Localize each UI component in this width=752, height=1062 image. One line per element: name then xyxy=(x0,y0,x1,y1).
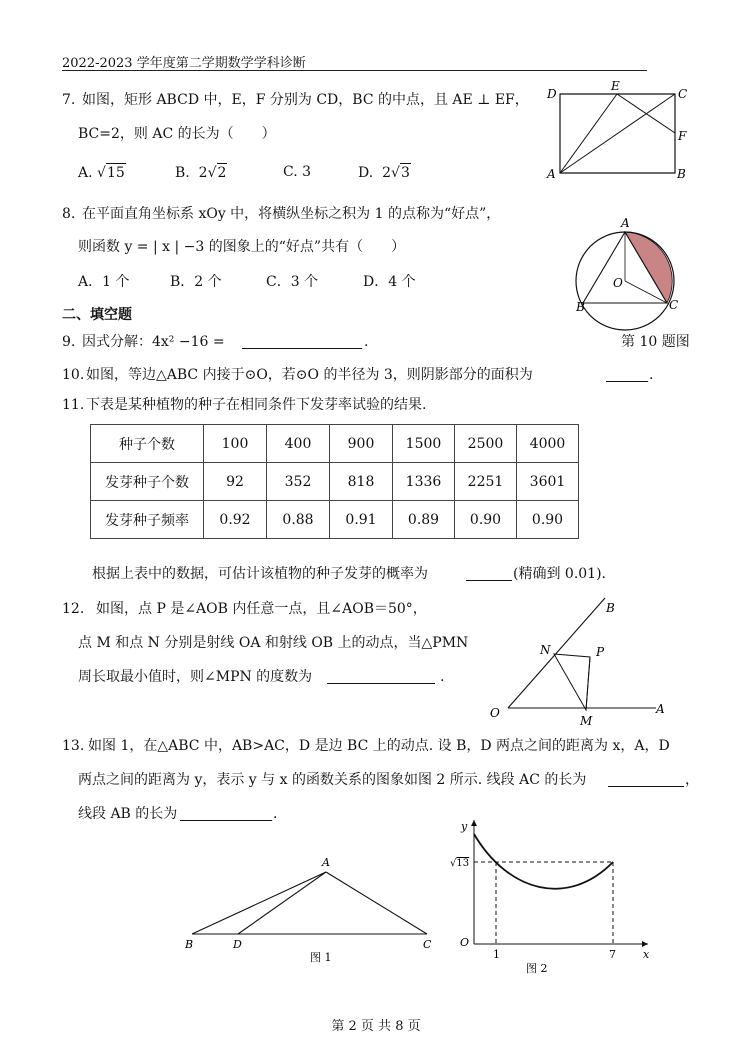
q13-fig2-y-label: y xyxy=(461,820,468,833)
q12-label-m: M xyxy=(580,714,593,728)
table-row xyxy=(91,463,579,501)
q10-text: 如图，等边△ABC 内接于⊙O，若⊙O 的半径为 3，则阴影部分的面积为 xyxy=(86,367,533,383)
q7-option-b: B. 2√2 xyxy=(175,165,227,181)
q13-fig1-caption: 图 1 xyxy=(310,951,332,964)
q12-label-n: N xyxy=(540,643,551,657)
q13-line3-end: . xyxy=(273,806,278,822)
page-header-title: 2022-2023 学年度第二学期数学学科诊断 xyxy=(62,56,306,71)
table-cell: 400 xyxy=(267,425,330,463)
table-cell: 1500 xyxy=(393,425,455,463)
table-cell: 900 xyxy=(330,425,393,463)
q10-label-c: C xyxy=(669,298,679,312)
q12-line2: 点 M 和点 N 分别是射线 OA 和射线 OB 上的动点，当△PMN xyxy=(78,635,469,651)
q7-label-f: F xyxy=(678,129,687,143)
q9-end: . xyxy=(364,334,369,350)
table-row xyxy=(91,425,579,463)
q12-angle-figure xyxy=(486,592,686,732)
q7-option-a: A. √15 xyxy=(78,165,125,181)
header-rule xyxy=(62,70,647,71)
q13-fig2-tick-7: 7 xyxy=(609,948,616,961)
q9-answer-blank[interactable] xyxy=(242,334,362,349)
q11-after-text: 根据上表中的数据，可估计该植物的种子发芽的概率为 xyxy=(92,566,428,582)
q7-line1: 如图，矩形 ABCD 中，E，F 分别为 CD，BC 的中点，且 AE ⊥ EF， xyxy=(82,92,529,108)
q13-line1: 如图 1，在△ABC 中，AB>AC，D 是边 BC 上的动点. 设 B，D 两点之间的距离为 x，A，D xyxy=(88,738,670,754)
table-cell: 1336 xyxy=(393,463,455,501)
q12-label-a: A xyxy=(656,702,665,716)
table-cell: 352 xyxy=(267,463,330,501)
page-footer: 第 2 页 共 8 页 xyxy=(331,1019,421,1034)
q13-line3: 线段 AB 的长为 xyxy=(78,806,178,822)
q7-label-c: C xyxy=(678,87,688,101)
q13-number: 13. xyxy=(62,738,85,754)
q10-label-b: B xyxy=(576,300,585,314)
q7-label-b: B xyxy=(677,167,686,181)
q7-label-a: A xyxy=(547,167,556,181)
q8-option-b: B．2 个 xyxy=(170,274,222,290)
table-cell: 0.92 xyxy=(204,501,267,539)
q7-line2: BC=2，则 AC 的长为（ ） xyxy=(78,126,276,142)
q8-option-a: A．1 个 xyxy=(78,274,130,290)
q10-answer-blank[interactable] xyxy=(606,367,648,382)
q7-option-d: D. 2√3 xyxy=(358,165,410,181)
q8-line2: 则函数 y = | x | −3 的图象上的“好点”共有（ ） xyxy=(78,239,406,255)
q11-germination-table xyxy=(90,424,579,539)
q11-answer-blank[interactable] xyxy=(466,566,512,581)
q12-label-p: P xyxy=(596,645,605,659)
q12-line1: 如图，点 P 是∠AOB 内任意一点，且∠AOB＝50°， xyxy=(96,601,427,617)
q12-answer-blank[interactable] xyxy=(327,669,435,684)
q7-number: 7. xyxy=(62,92,76,108)
fig10-caption: 第 10 题图 xyxy=(621,334,690,350)
q13-fig2-sqrt13-tick: √13 xyxy=(450,858,470,869)
q13-fig1-label-b: B xyxy=(185,938,194,951)
table-cell: 0.90 xyxy=(455,501,517,539)
q13-fig2-x-label: x xyxy=(643,948,650,961)
table-cell: 3601 xyxy=(517,463,579,501)
q13-line2-end: ， xyxy=(685,772,699,788)
table-row xyxy=(91,501,579,539)
q8-line1: 在平面直角坐标系 xOy 中，将横纵坐标之积为 1 的点称为“好点”， xyxy=(82,206,501,222)
q13-fig1-label-c: C xyxy=(423,938,432,951)
table-cell: 818 xyxy=(330,463,393,501)
q10-number: 10. xyxy=(62,367,85,383)
q13-triangle-figure xyxy=(180,852,450,964)
q13-fig2-tick-1: 1 xyxy=(493,948,500,961)
section-title-fill-in: 二、填空题 xyxy=(62,307,132,323)
table-cell: 0.88 xyxy=(267,501,330,539)
q11-after-end: (精确到 0.01). xyxy=(513,566,606,582)
q11-text: 下表是某种植物的种子在相同条件下发芽率试验的结果. xyxy=(86,397,427,413)
table-cell: 0.89 xyxy=(393,501,455,539)
q8-option-d: D．4 个 xyxy=(363,274,416,290)
q10-shaded-sector xyxy=(625,232,672,303)
q13-fig1-label-a: A xyxy=(322,856,330,869)
table-cell: 100 xyxy=(204,425,267,463)
q7-label-d: D xyxy=(547,87,557,101)
q7-rectangle-figure xyxy=(540,78,700,182)
q10-label-a: A xyxy=(621,216,630,230)
q13-ac-answer-blank[interactable] xyxy=(608,772,684,787)
table-cell: 92 xyxy=(204,463,267,501)
q10-label-o: O xyxy=(613,276,623,290)
q10-circle-figure xyxy=(568,212,688,332)
table-cell: 0.90 xyxy=(517,501,579,539)
q13-ab-answer-blank[interactable] xyxy=(180,806,272,821)
q8-number: 8. xyxy=(62,206,76,222)
q12-number: 12. xyxy=(62,601,85,617)
q13-function-graph xyxy=(448,812,658,978)
table-cell: 2251 xyxy=(455,463,517,501)
q12-line3-end: . xyxy=(440,669,445,685)
q10-end: . xyxy=(649,367,654,383)
q12-line3: 周长取最小值时，则∠MPN 的度数为 xyxy=(78,669,313,685)
q7-option-c: C. 3 xyxy=(283,164,312,180)
q12-label-b: B xyxy=(606,601,615,615)
q12-label-o: O xyxy=(490,706,500,720)
table-cell: 2500 xyxy=(455,425,517,463)
q13-fig2-origin: O xyxy=(460,936,470,949)
q13-line2: 两点之间的距离为 y，表示 y 与 x 的函数关系的图象如图 2 所示. 线段 AC 的长为 xyxy=(78,772,587,788)
q7-label-e: E xyxy=(611,79,620,93)
q8-option-c: C．3 个 xyxy=(266,274,319,290)
q11-number: 11. xyxy=(62,397,85,413)
table-cell: 发芽种子个数 xyxy=(91,463,204,501)
q13-fig2-caption: 图 2 xyxy=(526,962,548,975)
q9-number: 9. xyxy=(62,334,76,350)
q13-fig1-label-d: D xyxy=(233,938,242,951)
table-cell: 4000 xyxy=(517,425,579,463)
table-cell: 0.91 xyxy=(330,501,393,539)
table-cell: 发芽种子频率 xyxy=(91,501,204,539)
q9-text: 因式分解：4x² −16 = xyxy=(82,334,225,350)
table-cell: 种子个数 xyxy=(91,425,204,463)
